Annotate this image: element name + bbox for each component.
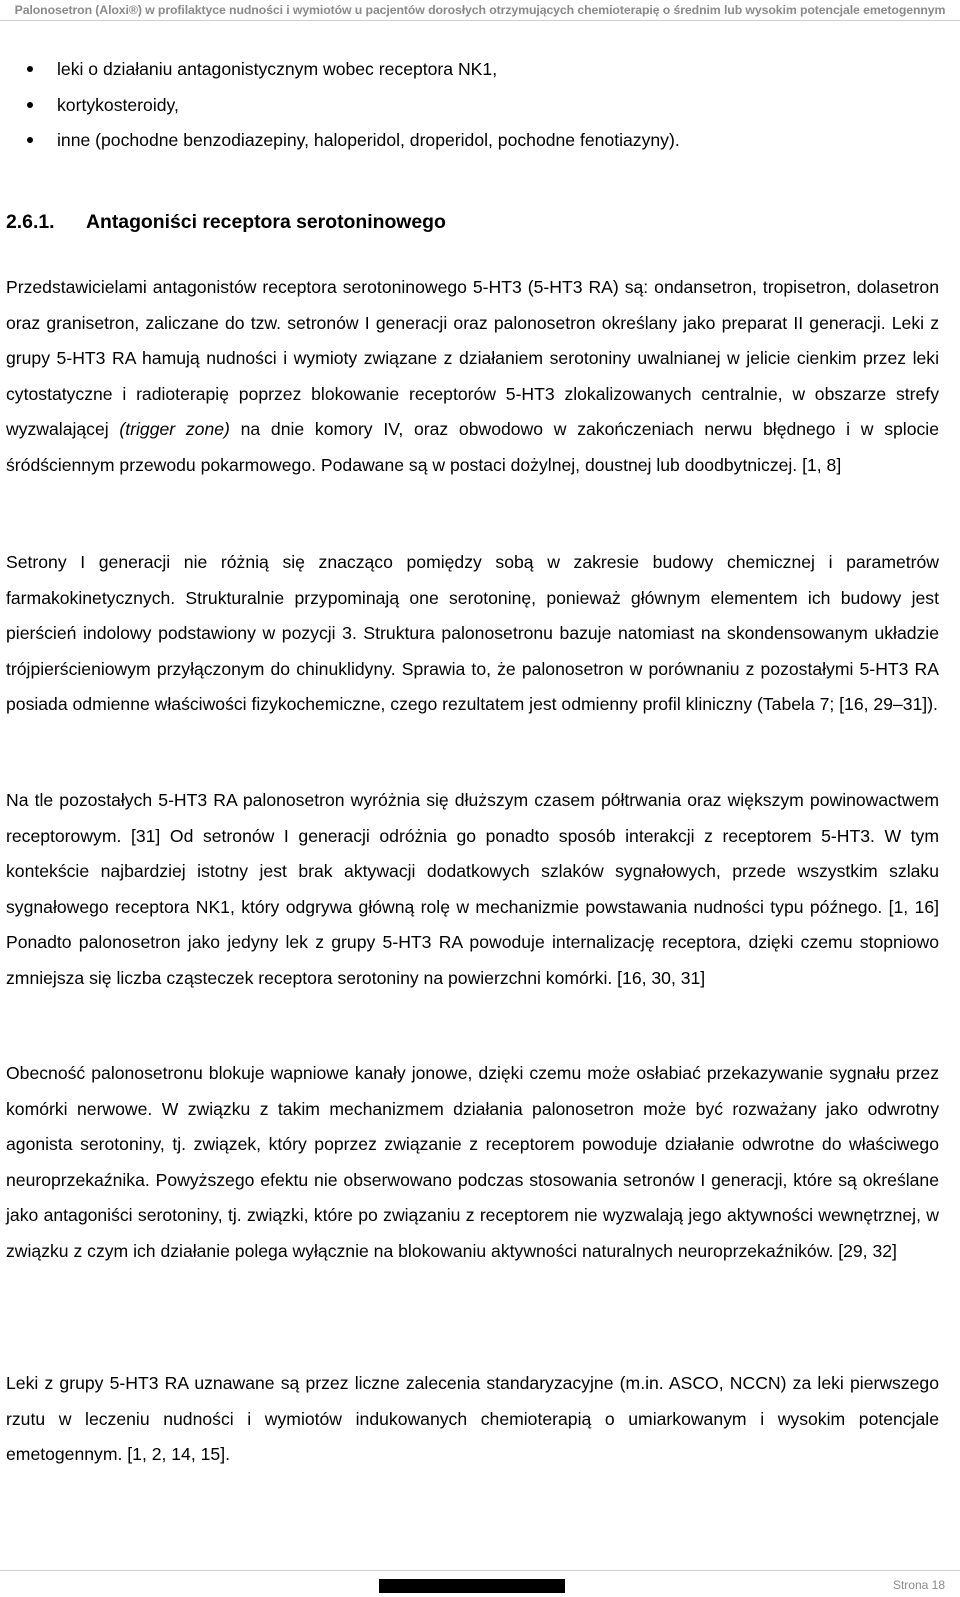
paragraph: Setrony I generacji nie różnią się znacząco pomiędzy sobą w zakresie budowy chemicznej i parametrów farmakokinetycznych. Strukturalnie przypominają one serotoninę, ponieważ głównym elementem ich budowy jest pierścień indolowy podstawiony w pozycji 3. Struktura palonosetronu bazuje natomiast na skondensowanym układzie trójpierścieniowym przyłączonym do chinuklidyny. Sprawia to, że palonosetron w porównaniu z pozostałymi 5-HT3 RA posiada odmienne właściwości fizykochemiczne, czego rezultatem jest odmienny profil kliniczny (Tabela 7; [16, 29–31]). (6, 552, 939, 714)
list-item (24, 123, 924, 159)
header-divider (0, 20, 960, 21)
paragraph: Na tle pozostałych 5-HT3 RA palonosetron wyróżnia się dłuższym czasem półtrwania oraz większym powinowactwem receptorowym. [31] Od setronów I generacji odróżnia go ponadto sposób interakcji z receptorem 5-HT3. W tym kontekście najbardziej istotny jest brak aktywacji dodatkowych szlaków sygnałowych, przede wszystkim szlaku sygnałowego receptora NK1, który odgrywa główną rolę w mechanizmie powstawania nudności typu późnego. [1, 16] Ponadto palonosetron jako jedyny lek z grupy 5-HT3 RA powoduje internalizację receptora, dzięki czemu stopniowo zmniejsza się liczba cząsteczek receptora serotoniny na powierzchni komórki. [16, 30, 31] (6, 790, 939, 988)
bullet-icon (27, 102, 33, 108)
paragraph: Leki z grupy 5-HT3 RA uznawane są przez liczne zalecenia standaryzacyjne (m.in. ASCO, NCCN) za leki pierwszego rzutu w leczeniu nudności i wymiotów indukowanych chemioterapią o umiarkowanym i wysokim potencjale emetogennym. [1, 2, 14, 15]. (6, 1373, 939, 1464)
redaction-bar (379, 1579, 565, 1593)
list-item-text: inne (pochodne benzodiazepiny, haloperidol, droperidol, pochodne fenotiazyny). (57, 130, 680, 150)
footer-divider (0, 1570, 960, 1571)
paragraph-text: Przedstawicielami antagonistów receptora serotoninowego 5-HT3 (5-HT3 RA) są: ondansetron, tropisetron, dolasetron oraz granisetron, zaliczane do tzw. setronów I generacji oraz palonosetron określany jako preparat II generacji. Leki z grupy 5-HT3 RA hamują nudności i wymioty związane z działaniem serotoniny uwalnianej w jelicie cienkim przez leki cytostatyczne i radioterapię poprzez blokowanie receptorów 5-HT3 zlokalizowanych centralnie, w obszarze strefy wyzwalającej (6, 277, 939, 439)
list-item-text: kortykosteroidy, (57, 94, 179, 115)
running-header-title: Palonosetron (Aloxi®) w profilaktyce nudności i wymiotów u pacjentów dorosłych otrzymujących chemioterapię o średnim lub wysokim potencjale emetogennym (14, 3, 946, 17)
bullet-icon (27, 137, 33, 143)
paragraph (6, 270, 939, 483)
list-item (24, 52, 924, 88)
paragraph: Obecność palonosetronu blokuje wapniowe kanały jonowe, dzięki czemu może osłabiać przekazywanie sygnału przez komórki nerwowe. W związku z takim mechanizmem działania palonosetron może być rozważany jako odwrotny agonista serotoniny, tj. związek, który poprzez związanie z receptorem powoduje działanie odwrotne do właściwego neuroprzekaźnika. Powyższego efektu nie obserwowano podczas stosowania setronów I generacji, które są określane jako antagoniści serotoniny, tj. związki, które po związaniu z receptorem nie wyzwalają jego aktywności wewnętrznej, w związku z czym ich działanie polega wyłącznie na blokowaniu aktywności naturalnych neuroprzekaźników. [29, 32] (6, 1063, 939, 1261)
section-title: Antagoniści receptora serotoninowego (86, 211, 446, 233)
list-item (24, 88, 924, 124)
bullet-list (24, 52, 924, 159)
paragraph-text: na dnie komory IV, oraz obwodowo w zakończeniach nerwu błędnego i w splocie śródściennym przewodu pokarmowego. Podawane są w postaci dożylnej, doustnej lub doodbytniczej. [1, 8] (6, 419, 939, 475)
bullet-icon (27, 66, 33, 72)
section-number: 2.6.1. (6, 211, 55, 233)
page-number: Strona 18 (892, 1578, 945, 1592)
section-heading (6, 211, 446, 234)
list-item-text: leki o działaniu antagonistycznym wobec receptora NK1, (57, 59, 498, 79)
paragraph-italic-text: (trigger zone) (119, 419, 230, 439)
